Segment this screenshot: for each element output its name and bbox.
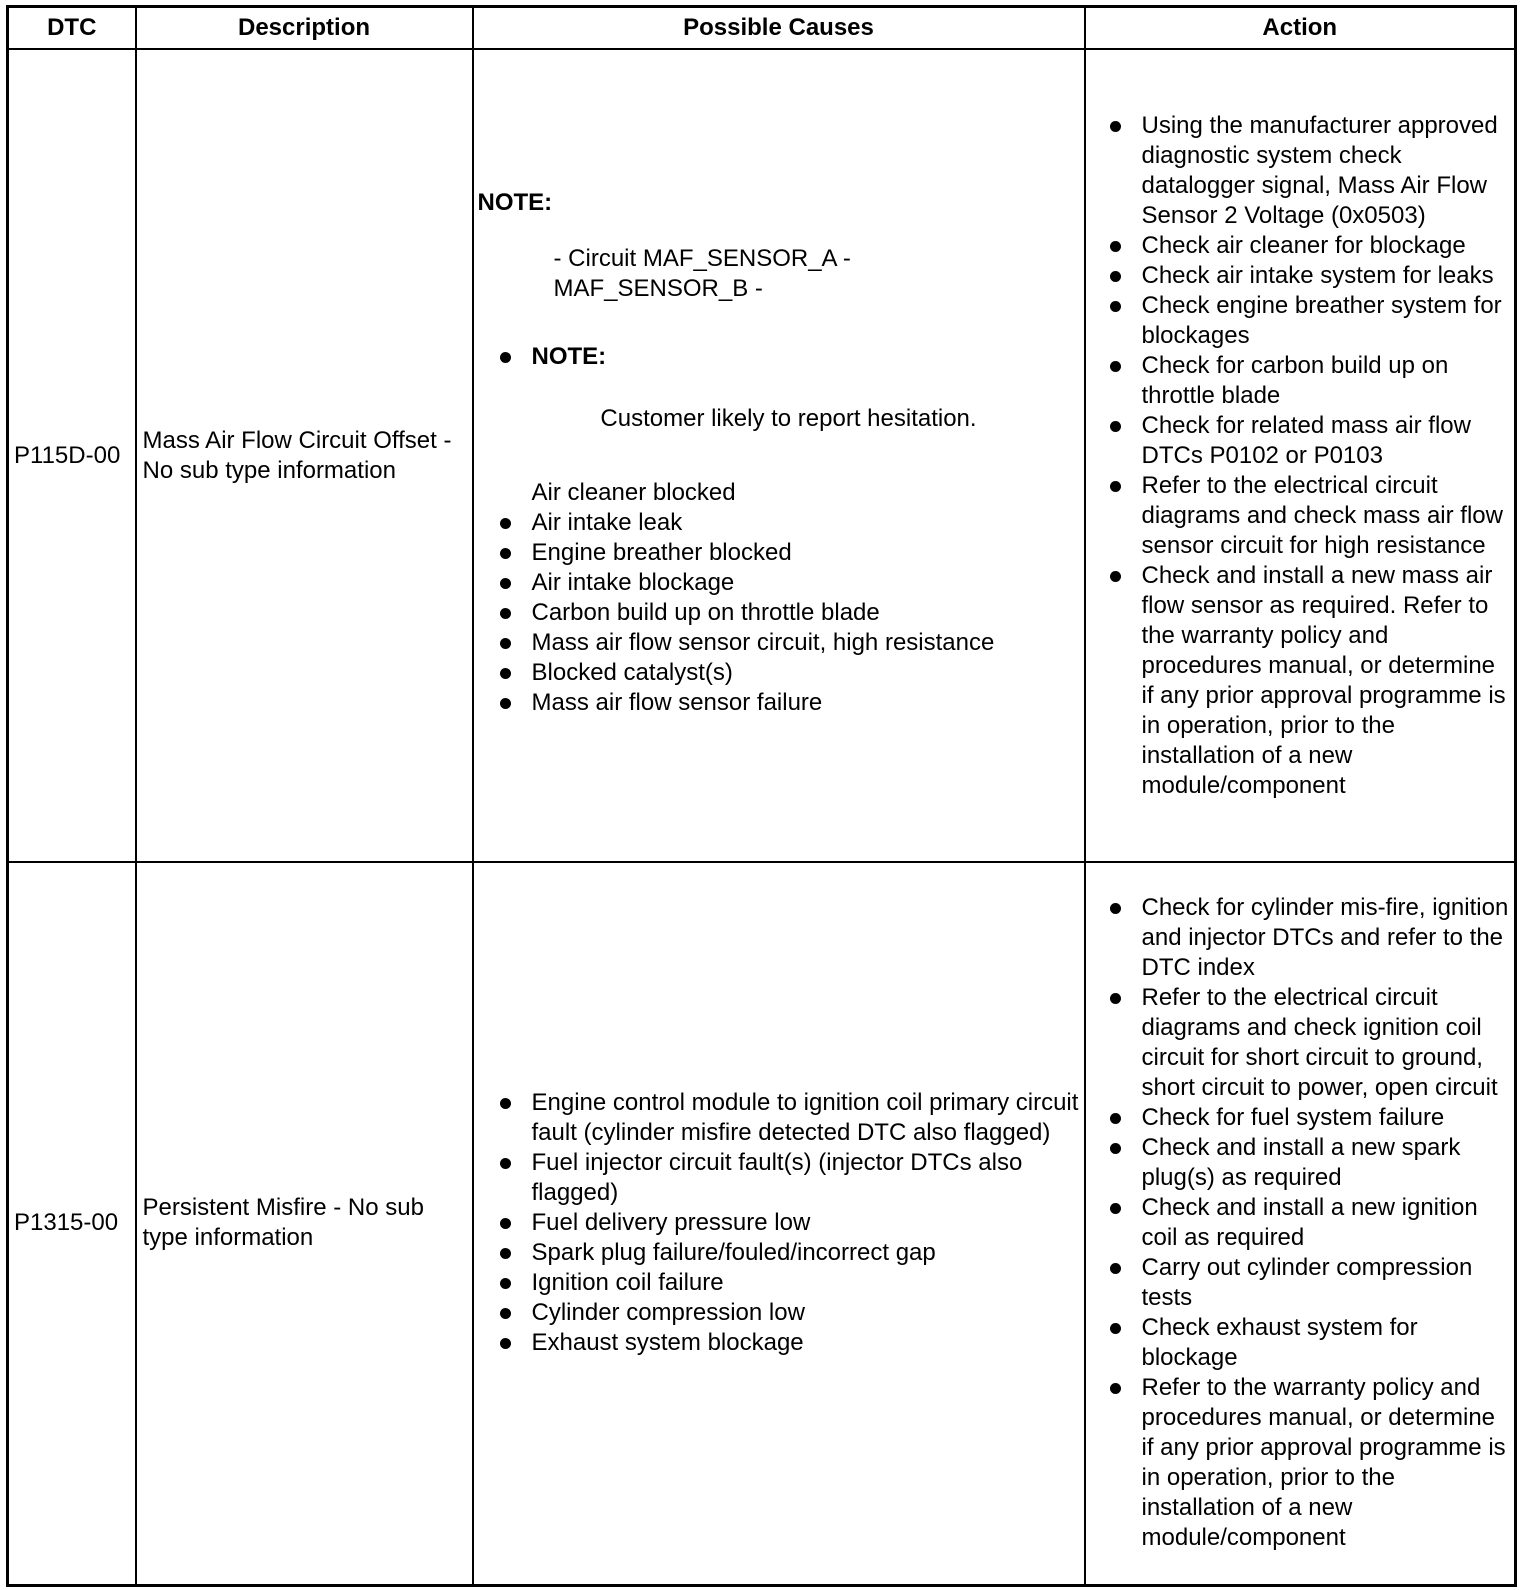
cause-item: Blocked catalyst(s) bbox=[478, 658, 1080, 688]
table-row bbox=[8, 862, 1516, 1585]
dtc-table bbox=[6, 5, 1517, 1587]
cause-item: Mass air flow sensor circuit, high resistance bbox=[478, 628, 1080, 658]
dtc-description: Mass Air Flow Circuit Offset - No sub type information bbox=[136, 49, 473, 862]
possible-causes-cell bbox=[473, 49, 1085, 862]
action-item: Check exhaust system for blockage bbox=[1088, 1313, 1513, 1373]
cause-item: Carbon build up on throttle blade bbox=[478, 598, 1080, 628]
causes-list bbox=[478, 508, 1080, 718]
note-circuit: - Circuit MAF_SENSOR_A - MAF_SENSOR_B - bbox=[553, 244, 851, 302]
cause-item: Engine breather blocked bbox=[478, 538, 1080, 568]
header-possible-causes: Possible Causes bbox=[473, 7, 1085, 50]
actions-list bbox=[1088, 111, 1513, 801]
cause-item: Fuel injector circuit fault(s) (injector DTCs also flagged) bbox=[478, 1148, 1080, 1208]
cause-item: Fuel delivery pressure low bbox=[478, 1208, 1080, 1238]
header-dtc: DTC bbox=[8, 7, 136, 50]
action-item: Check air intake system for leaks bbox=[1088, 261, 1513, 291]
action-item: Check for fuel system failure bbox=[1088, 1103, 1513, 1133]
action-item: Check air cleaner for blockage bbox=[1088, 231, 1513, 261]
cause-item: Mass air flow sensor failure bbox=[478, 688, 1080, 718]
dtc-code: P115D-00 bbox=[8, 49, 136, 862]
causes-list bbox=[478, 1088, 1080, 1358]
action-item: Check and install a new ignition coil as required bbox=[1088, 1193, 1513, 1253]
cause-item: Cylinder compression low bbox=[478, 1298, 1080, 1328]
cause-item: Engine control module to ignition coil primary circuit fault (cylinder misfire detected DTC also flagged) bbox=[478, 1088, 1080, 1148]
action-item: Check and install a new mass air flow sensor as required. Refer to the warranty policy and procedures manual, or determine if any prior approval programme is in operation, prior to the installation of a new module/component bbox=[1088, 561, 1513, 801]
action-item: Check engine breather system for blockages bbox=[1088, 291, 1513, 351]
action-item: Check and install a new spark plug(s) as required bbox=[1088, 1133, 1513, 1193]
action-item: Refer to the electrical circuit diagrams and check ignition coil circuit for short circuit to ground, short circuit to power, open circuit bbox=[1088, 983, 1513, 1103]
action-cell bbox=[1085, 49, 1516, 862]
action-item: Check for carbon build up on throttle blade bbox=[1088, 351, 1513, 411]
action-item: Carry out cylinder compression tests bbox=[1088, 1253, 1513, 1313]
cause-item: Exhaust system blockage bbox=[478, 1328, 1080, 1358]
actions-list bbox=[1088, 893, 1513, 1553]
table-row bbox=[8, 49, 1516, 862]
action-item: Using the manufacturer approved diagnostic system check datalogger signal, Mass Air Flow Sensor 2 Voltage (0x0503) bbox=[1088, 111, 1513, 231]
note-text: Customer likely to report hesitation. bbox=[600, 404, 977, 432]
note-title-bulleted: NOTE: bbox=[478, 342, 1080, 372]
header-row bbox=[8, 7, 1516, 50]
header-action: Action bbox=[1085, 7, 1516, 50]
action-item: Check for cylinder mis-fire, ignition and injector DTCs and refer to the DTC index bbox=[1088, 893, 1513, 983]
dtc-description: Persistent Misfire - No sub type information bbox=[136, 862, 473, 1585]
cause-item: Air intake leak bbox=[478, 508, 1080, 538]
dtc-document bbox=[6, 5, 1517, 1587]
action-item: Check for related mass air flow DTCs P0102 or P0103 bbox=[1088, 411, 1513, 471]
header-description: Description bbox=[136, 7, 473, 50]
action-cell bbox=[1085, 862, 1516, 1585]
note-title: NOTE: bbox=[477, 188, 553, 216]
cause-item: Air intake blockage bbox=[478, 568, 1080, 598]
possible-causes-cell bbox=[473, 862, 1085, 1585]
dtc-code: P1315-00 bbox=[8, 862, 136, 1585]
action-item: Refer to the electrical circuit diagrams and check mass air flow sensor circuit for high resistance bbox=[1088, 471, 1513, 561]
action-item: Refer to the warranty policy and procedures manual, or determine if any prior approval programme is in operation, prior to the installation of a new module/component bbox=[1088, 1373, 1513, 1553]
cause-item: Spark plug failure/fouled/incorrect gap bbox=[478, 1238, 1080, 1268]
cause-item: Ignition coil failure bbox=[478, 1268, 1080, 1298]
cause-item: Air cleaner blocked bbox=[531, 478, 736, 506]
